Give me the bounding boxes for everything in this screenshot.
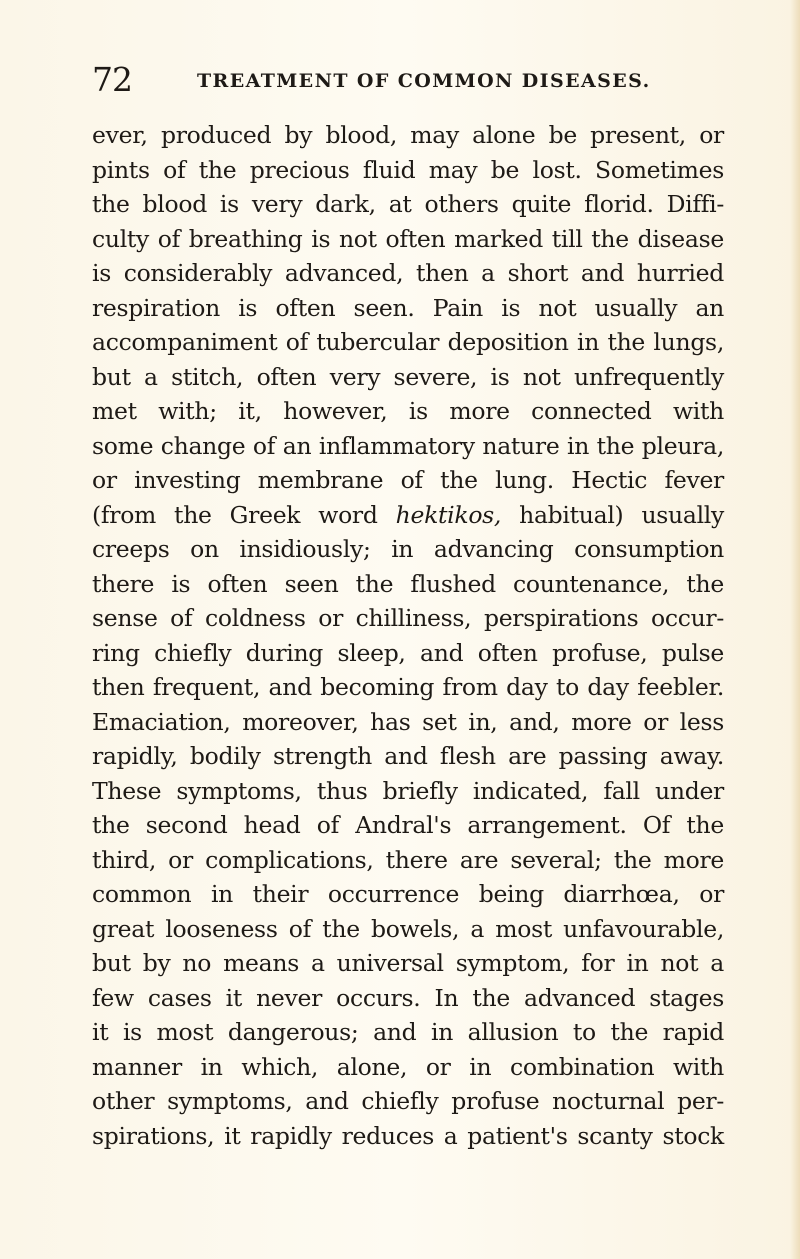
text-line: some change of an inflammatory nature in the pleura, [92,431,724,460]
hectic-lead: (from the Greek word [92,500,396,529]
text-line: culty of breathing is not often marked till the disease [92,224,724,253]
greek-word-italic: hektikos, [395,500,502,529]
text-line: other symptoms, and chiefly profuse nocturnal per- [92,1087,724,1115]
text-line: but by no means a universal symptom, for in not a [92,949,724,977]
text-line-hectic [92,498,724,533]
text-line: then frequent, and becoming from day to day feebler. [92,673,724,701]
text-line: ever, produced by blood, may alone be present, or [92,121,724,149]
text-line: great looseness of the bowels, a most unfavourable, [92,914,724,943]
text-line: These symptoms, thus briefly indicated, fall under [92,776,724,805]
text-line: it is most dangerous; and in allusion to the rapid [92,1018,724,1046]
text-line: the blood is very dark, at others quite florid. Diffi- [92,190,724,218]
page-header [92,58,742,102]
text-line: there is often seen the flushed countenance, the [92,569,724,598]
text-line: creeps on insidiously; in advancing consumption [92,535,724,563]
running-head: TREATMENT OF COMMON DISEASES. [197,70,651,92]
page-edge-shadow [790,0,800,1259]
page-number: 72 [92,60,132,99]
text-line: or investing membrane of the lung. Hectic fever [92,466,724,494]
hectic-rest: habitual) usually [501,500,724,529]
text-line: met with; it, however, is more connected with [92,397,724,425]
text-line: spirations, it rapidly reduces a patient's scanty stock [92,1121,724,1150]
text-line: pints of the precious fluid may be lost. Sometimes [92,155,724,184]
text-line: accompaniment of tubercular deposition in the lungs, [92,328,724,356]
text-line: but a stitch, often very severe, is not unfrequently [92,362,724,391]
text-line: common in their occurrence being diarrhœa, or [92,880,724,908]
text-line: sense of coldness or chilliness, perspirations occur- [92,604,724,632]
text-line: ring chiefly during sleep, and often profuse, pulse [92,638,724,667]
text-line: third, or complications, there are several; the more [92,845,724,874]
body-text [92,118,724,1153]
text-line: rapidly, bodily strength and flesh are passing away. [92,742,724,770]
text-line: the second head of Andral's arrangement. Of the [92,811,724,839]
text-line: respiration is often seen. Pain is not usually an [92,293,724,322]
text-line: manner in which, alone, or in combination with [92,1052,724,1081]
text-line: is considerably advanced, then a short and hurried [92,259,724,287]
text-line: few cases it never occurs. In the advanced stages [92,983,724,1012]
text-line: Emaciation, moreover, has set in, and, more or less [92,707,724,736]
